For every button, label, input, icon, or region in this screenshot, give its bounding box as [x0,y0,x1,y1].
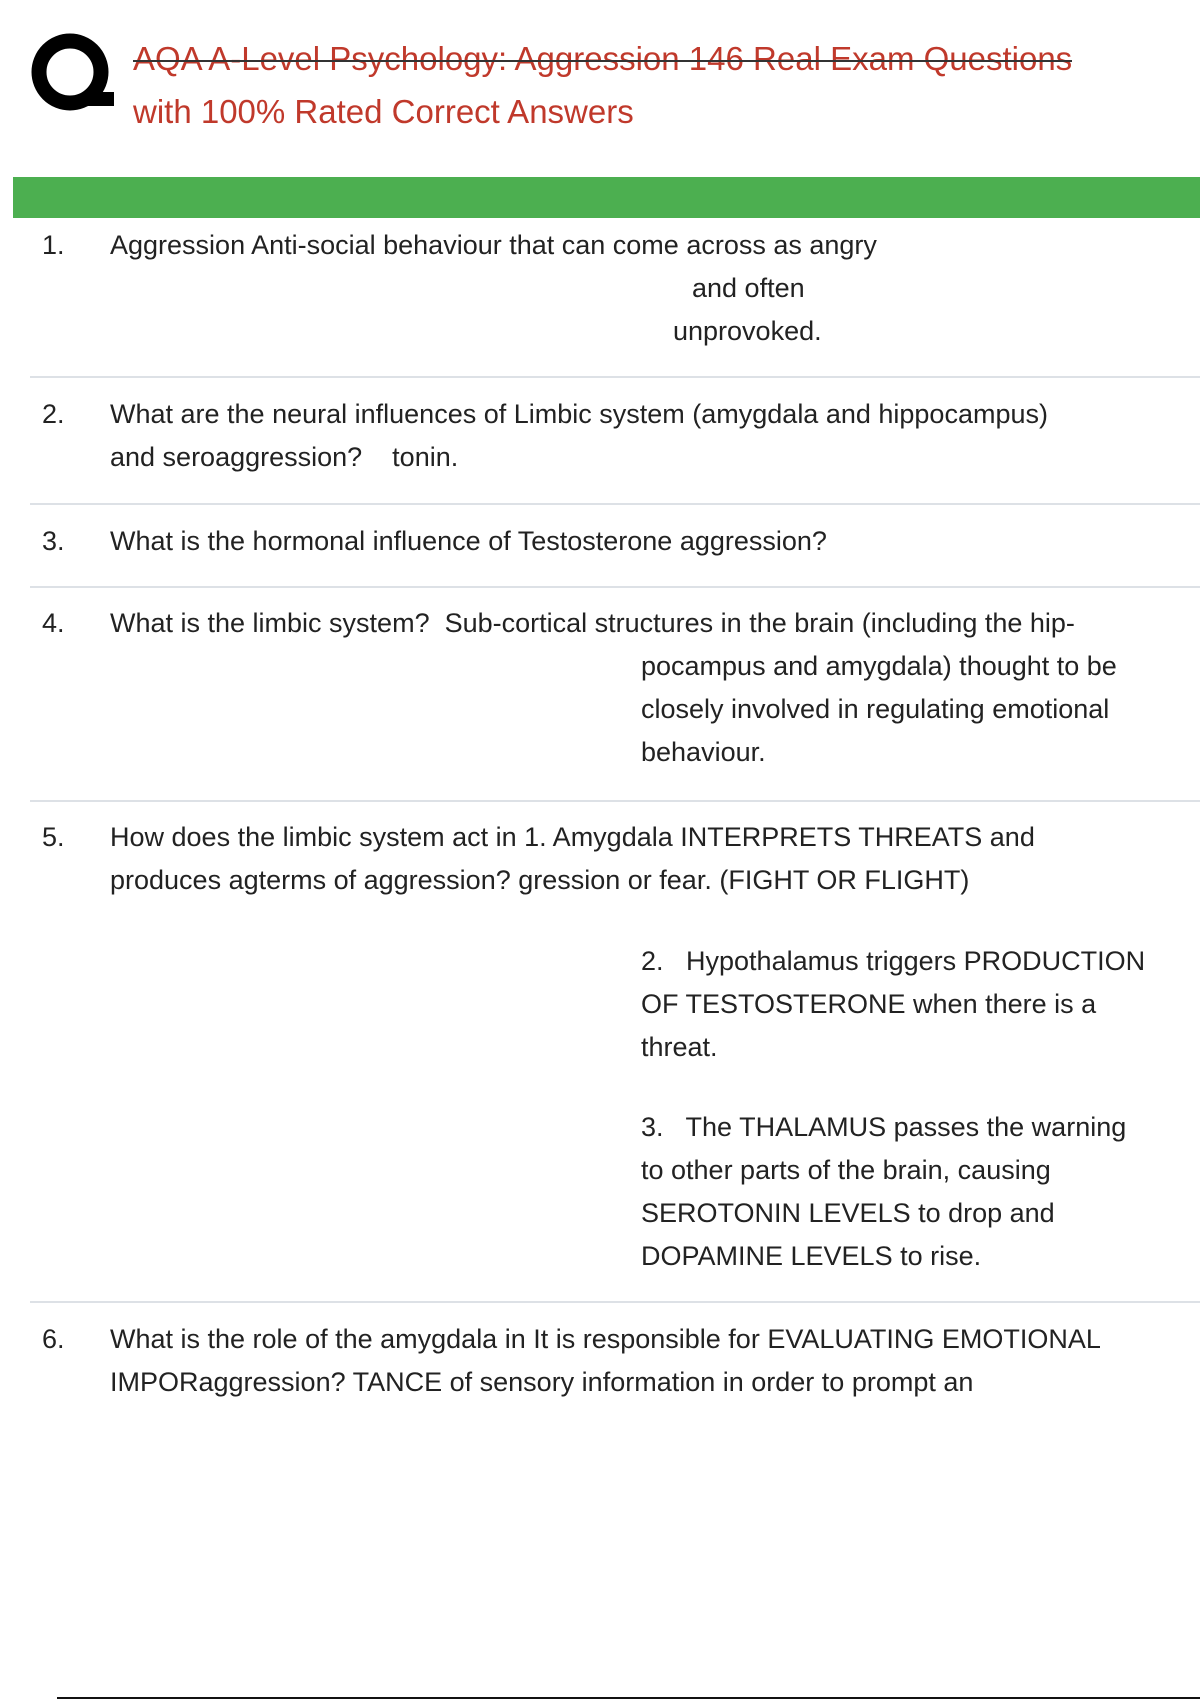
item-number: 1. [42,230,65,260]
document-title [133,32,1143,138]
item-answer-line: behaviour. [641,737,766,767]
qa-item-2 [30,393,1200,479]
item-question: What is the limbic system? Sub-cortical structures in the brain (including the hip- [110,608,1075,638]
qa-item-4 [30,602,1200,774]
answer-paragraph-3 [641,1106,1126,1278]
item-question-line-2: IMPORaggression? TANCE of sensory information in order to prompt an [110,1367,974,1397]
item-question: What is the hormonal influence of Testosterone aggression? [110,526,827,556]
item-number: 2. [42,399,65,429]
title-line-2: with 100% Rated Correct Answers [133,93,634,130]
answer-line: DOPAMINE LEVELS to rise. [641,1241,982,1271]
divider [30,800,1200,802]
item-answer-line: unprovoked. [673,316,822,346]
footer-rule [57,1697,1200,1699]
divider [30,503,1200,505]
answer-line: OF TESTOSTERONE when there is a [641,989,1097,1019]
divider [30,376,1200,378]
answer-line: to other parts of the brain, causing [641,1155,1051,1185]
qa-item-3 [30,520,1200,563]
item-answer-line: pocampus and amygdala) thought to be [641,651,1117,681]
divider [30,586,1200,588]
answer-line: threat. [641,1032,718,1062]
answer-paragraph-2 [641,940,1145,1069]
qa-item-1 [30,224,1200,352]
item-number: 3. [42,526,65,556]
qa-item-5 [30,816,1200,1271]
title-line-1: AQA A-Level Psychology: Aggression 146 Real Exam Questions [133,32,1072,85]
item-question: What is the role of the amygdala in It is responsible for EVALUATING EMOTIONAL [110,1324,1101,1354]
item-question: How does the limbic system act in 1. Amygdala INTERPRETS THREATS and [110,822,1035,852]
item-question: Aggression Anti-social behaviour that can come across as angry [110,230,877,260]
item-answer-line: and often [692,273,805,303]
answer-line: SEROTONIN LEVELS to drop and [641,1198,1055,1228]
item-answer-line: closely involved in regulating emotional [641,694,1110,724]
q-logo-icon [30,30,114,114]
item-number: 5. [42,822,65,852]
item-number: 4. [42,608,65,638]
answer-line: 3. The THALAMUS passes the warning [641,1112,1127,1142]
item-question: What are the neural influences of Limbic system (amygdala and hippocampus) [110,399,1048,429]
divider [30,1301,1200,1303]
qa-item-6 [30,1318,1200,1404]
item-number: 6. [42,1324,65,1354]
header-bar [13,177,1200,218]
item-question-line-2: and seroaggression? tonin. [110,442,459,472]
answer-line: 2. Hypothalamus triggers PRODUCTION [641,946,1146,976]
item-question-line-2: produces agterms of aggression? gression or fear. (FIGHT OR FLIGHT) [110,865,970,895]
